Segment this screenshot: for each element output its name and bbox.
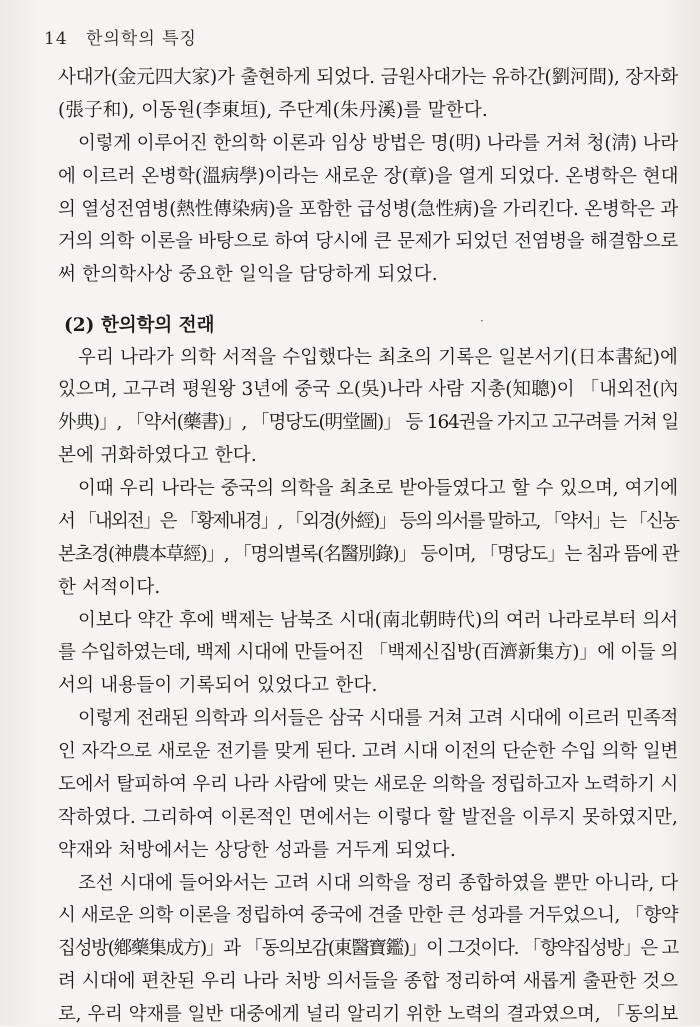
text-line: 거의 의학 이론을 바탕으로 하여 당시에 큰 문제가 되었던 전염병을 해결함으로 bbox=[58, 231, 678, 253]
text-line: 이렇게 전래된 의학과 의서들은 삼국 시대를 거쳐 고려 시대에 이르러 민족적 bbox=[78, 708, 678, 730]
text-line: 를 수입하였는데, 백제 시대에 만들어진 「백제신집방(百濟新集方)」에 이들 의 bbox=[58, 642, 678, 664]
text-line: 본초경(神農本草經)」, 「명의별록(名醫別錄)」 등이며, 「명당도」는 침과 뜸에 관 bbox=[58, 543, 679, 565]
text-line: 인 자각으로 새로운 전기를 맞게 된다. 고려 시대 이전의 단순한 수입 의학 일변 bbox=[58, 741, 678, 762]
text-line: 도에서 탈피하여 우리 나라 사람에 맞는 새로운 의학을 정립하고자 노력하기 시 bbox=[58, 773, 678, 795]
text-line: 이보다 약간 후에 백제는 남북조 시대(南北朝時代)의 여러 나라로부터 의서 bbox=[78, 609, 678, 631]
page-number: 14 bbox=[44, 29, 68, 49]
text-line: 의 열성전염병(熱性傳染病)을 포함한 급성병(急性病)을 가리킨다. 온병학은 과 bbox=[58, 198, 678, 220]
text-line: 시 새로운 의학 이론을 정립하여 중국에 견줄 만한 큰 성과를 거두었으니, 「향약 bbox=[58, 905, 678, 927]
text-line: 려 시대에 편찬된 우리 나라 처방 의서들을 종합 정리하여 새롭게 출판한 것으 bbox=[58, 971, 678, 993]
text-line: 약재와 처방에서는 상당한 성과를 거두게 되었다. bbox=[58, 839, 456, 861]
ink-speck: · bbox=[480, 314, 484, 329]
text-line: 에 이르러 온병학(溫病學)이라는 새로운 장(章)을 열게 되었다. 온병학은 현대 bbox=[58, 165, 679, 187]
text-line: 한 서적이다. bbox=[58, 576, 161, 598]
text-line: (張子和), 이동원(李東垣), 주단계(朱丹溪)를 말한다. bbox=[58, 99, 489, 121]
text-line: 조선 시대에 들어와서는 고려 시대 의학을 정리 종합하였을 뿐만 아니라, 다 bbox=[78, 872, 678, 894]
text-line: 우리 나라가 의학 서적을 수입했다는 최초의 기록은 일본서기(日本書紀)에 bbox=[78, 346, 678, 368]
text-line: 서 「내외전」은 「황제내경」, 「외경(外經)」 등의 의서를 말하고, 「약서」는 「신농 bbox=[58, 510, 678, 532]
text-line: 본에 귀화하였다고 한다. bbox=[58, 445, 257, 467]
text-line: 작하였다. 그리하여 이론적인 면에서는 이렇다 할 발전을 이루지 못하였지만, bbox=[58, 806, 678, 828]
text-line: 써 한의학사상 중요한 일익을 담당하게 되었다. bbox=[58, 264, 438, 286]
text-line: 이때 우리 나라는 중국의 의학을 최초로 받아들였다고 할 수 있으며, 여기에 bbox=[78, 478, 678, 499]
page-header bbox=[44, 24, 197, 49]
text-line: 外典)」, 「약서(藥書)」, 「명당도(明堂圖)」 등 164권을 가지고 고구려를 거쳐 일 bbox=[58, 412, 678, 434]
text-line: 사대가(金元四大家)가 출현하게 되었다. 금원사대가는 유하간(劉河間), 장자화 bbox=[58, 67, 678, 88]
section-heading: (2) 한의학의 전래 bbox=[64, 314, 215, 336]
running-title: 한의학의 특징 bbox=[86, 29, 197, 49]
text-line: 있으며, 고구려 평원왕 3년에 중국 오(吳)나라 사람 지총(知聰)이 「내외전(內 bbox=[58, 379, 678, 401]
text-line: 서의 내용들이 기록되어 있었다고 한다. bbox=[58, 675, 378, 697]
text-line: 이렇게 이루어진 한의학 이론과 임상 방법은 명(明) 나라를 거쳐 청(淸) 나라 bbox=[78, 132, 678, 154]
text-line: 집성방(鄕藥集成方)」과 「동의보감(東醫寶鑑)」이 그것이다. 「향약집성방」은 고 bbox=[58, 938, 678, 960]
text-line: 로, 우리 약재를 일반 대중에게 널리 알리기 위한 노력의 결과였으며, 「동의보 bbox=[58, 1004, 678, 1025]
